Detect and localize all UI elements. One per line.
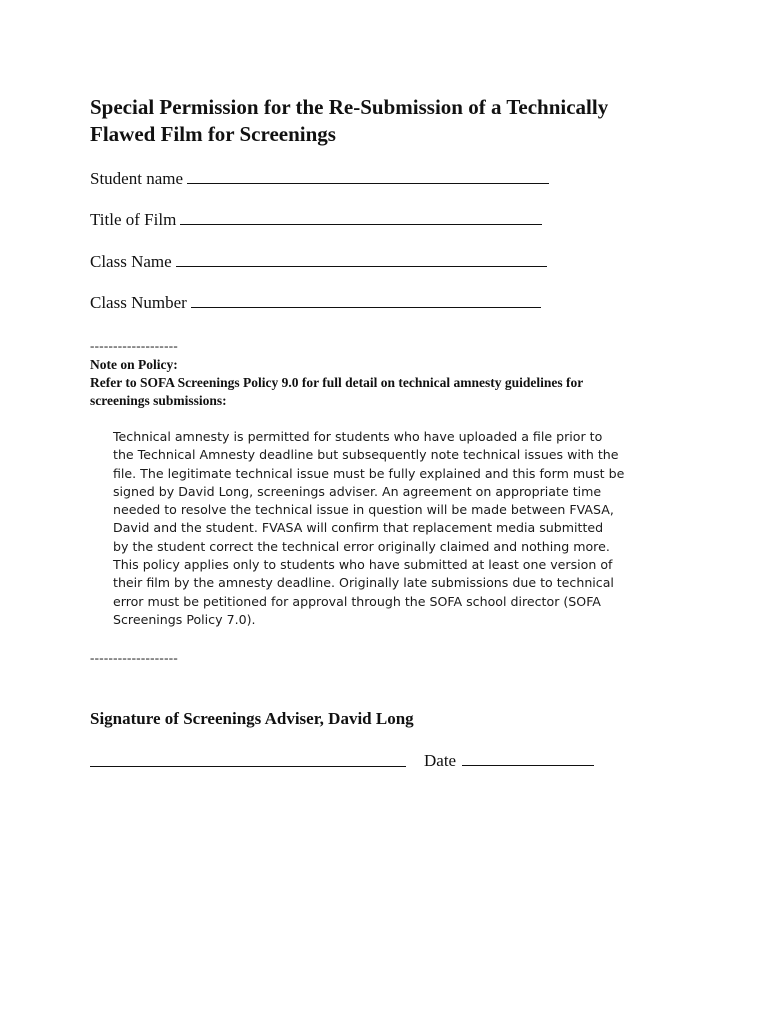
title-line-2: Flawed Film for Screenings (90, 122, 336, 146)
class-name-field[interactable] (90, 251, 547, 273)
class-name-label: Class Name (90, 252, 172, 271)
policy-line: David and the student. FVASA will confirm that replacement media submitted (113, 520, 604, 536)
title-of-film-blank[interactable] (180, 210, 542, 225)
policy-note-heading (90, 356, 670, 410)
policy-line: Technical amnesty is permitted for students who have uploaded a file prior to (113, 429, 603, 444)
policy-line: Screenings Policy 7.0). (113, 611, 256, 627)
student-name-label: Student name (90, 169, 184, 188)
date-label: Date (424, 751, 457, 770)
policy-line: their film by the amnesty deadline. Originally late submissions due to technical (113, 575, 614, 591)
class-number-field[interactable] (90, 292, 541, 314)
policy-line: the Technical Amnesty deadline but subsequently note technical issues with the (113, 447, 619, 463)
class-number-blank[interactable] (191, 293, 541, 308)
policy-line: This policy applies only to students who have submitted at least one version of (113, 557, 613, 573)
title-line-1: Special Permission for the Re-Submission of a Technically (90, 95, 609, 119)
student-name-blank[interactable] (187, 169, 549, 184)
divider-bottom: ------------------- (90, 650, 178, 665)
policy-line: file. The legitimate technical issue must be fully explained and this form must be (113, 465, 625, 481)
policy-line: needed to resolve the technical issue in question will be made between FVASA, (113, 502, 614, 518)
policy-text (113, 428, 641, 629)
class-name-blank[interactable] (176, 252, 547, 267)
signature-heading: Signature of Screenings Adviser, David Long (90, 709, 414, 728)
class-number-label: Class Number (90, 293, 187, 312)
date-blank[interactable] (462, 751, 594, 766)
student-name-field[interactable] (90, 168, 549, 190)
title-of-film-field[interactable] (90, 209, 542, 231)
title-of-film-label: Title of Film (90, 210, 177, 229)
note-refer-line-2: screenings submissions: (90, 393, 227, 408)
divider-top: ------------------- (90, 338, 178, 353)
note-refer-line-1: Refer to SOFA Screenings Policy 9.0 for full detail on technical amnesty guidelines for (90, 375, 584, 390)
date-field[interactable] (424, 750, 594, 772)
policy-line: signed by David Long, screenings adviser. An agreement on appropriate time (113, 483, 602, 499)
policy-line: by the student correct the technical error originally claimed and nothing more. (113, 538, 610, 554)
policy-line: error must be petitioned for approval through the SOFA school director (SOFA (113, 593, 601, 609)
signature-line[interactable] (90, 766, 406, 767)
form-title (90, 94, 690, 148)
note-heading-label: Note on Policy: (90, 357, 178, 372)
